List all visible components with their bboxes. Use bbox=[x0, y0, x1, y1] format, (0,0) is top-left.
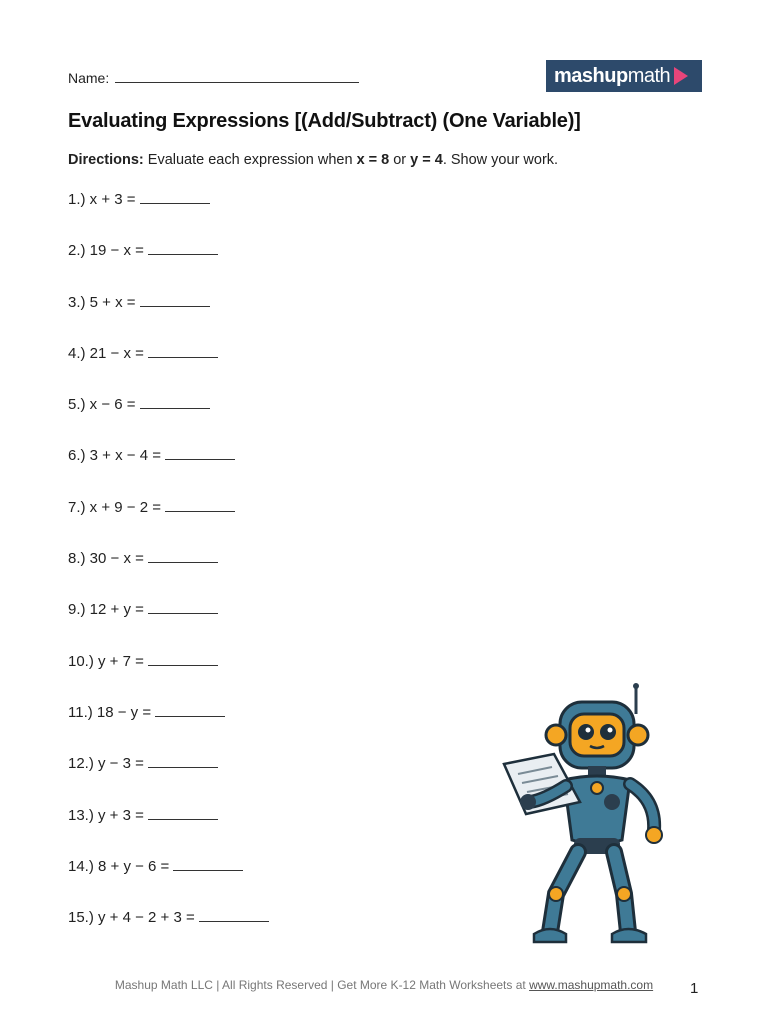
problem-item bbox=[68, 806, 269, 857]
directions-text-1: Evaluate each expression when bbox=[143, 152, 357, 168]
play-icon bbox=[674, 67, 688, 85]
problem-text: 15.) y + 4 − 2 + 3 = bbox=[68, 909, 195, 927]
answer-blank[interactable] bbox=[148, 241, 218, 255]
footer-text: Mashup Math LLC | All Rights Reserved | Get More K-12 Math Worksheets at bbox=[114, 978, 530, 992]
problem-item bbox=[68, 908, 269, 959]
problem-item bbox=[68, 446, 269, 497]
directions-label: Directions: bbox=[68, 152, 144, 168]
problem-item bbox=[68, 241, 269, 292]
problem-item bbox=[68, 754, 269, 805]
problem-item bbox=[68, 600, 269, 651]
answer-blank[interactable] bbox=[148, 600, 218, 614]
robot-illustration bbox=[494, 680, 674, 950]
page-number: 1 bbox=[690, 980, 699, 997]
problem-text: 2.) 19 − x = bbox=[68, 242, 144, 260]
problem-text: 11.) 18 − y = bbox=[68, 703, 152, 721]
answer-blank[interactable] bbox=[148, 549, 218, 563]
directions-text-2: or bbox=[389, 152, 411, 168]
directions-text-3: . Show your work. bbox=[442, 152, 559, 168]
problem-item bbox=[68, 344, 269, 395]
answer-blank[interactable] bbox=[140, 190, 210, 204]
problem-text: 8.) 30 − x = bbox=[68, 550, 144, 568]
problem-text: 10.) y + 7 = bbox=[68, 652, 144, 670]
answer-blank[interactable] bbox=[155, 703, 225, 717]
problem-text: 1.) x + 3 = bbox=[68, 191, 136, 208]
logo-text-mashup: mashup bbox=[554, 64, 628, 87]
mashupmath-logo bbox=[546, 60, 702, 92]
problem-text: 12.) y − 3 = bbox=[68, 755, 144, 773]
problem-item bbox=[68, 703, 269, 754]
problem-item bbox=[68, 498, 269, 549]
name-field bbox=[68, 70, 359, 86]
answer-blank[interactable] bbox=[199, 908, 269, 922]
x-value: x = 8 bbox=[356, 152, 390, 168]
problem-text: 6.) 3 + x − 4 = bbox=[68, 447, 161, 465]
answer-blank[interactable] bbox=[173, 857, 243, 871]
problem-item bbox=[68, 652, 269, 703]
footer-link[interactable]: www.mashupmath.com bbox=[529, 978, 654, 992]
problem-item bbox=[68, 190, 269, 241]
answer-blank[interactable] bbox=[148, 344, 218, 358]
answer-blank[interactable] bbox=[165, 446, 235, 460]
problem-text: 4.) 21 − x = bbox=[68, 344, 144, 362]
footer bbox=[0, 978, 768, 992]
name-label: Name: bbox=[68, 70, 110, 86]
directions bbox=[68, 152, 558, 168]
answer-blank[interactable] bbox=[165, 498, 235, 512]
problem-text: 14.) 8 + y − 6 = bbox=[68, 857, 170, 875]
answer-blank[interactable] bbox=[148, 806, 218, 820]
y-value: y = 4 bbox=[410, 152, 443, 168]
problem-text: 5.) x − 6 = bbox=[68, 396, 136, 414]
worksheet-title: Evaluating Expressions [(Add/Subtract) (One Variable)] bbox=[68, 110, 581, 132]
problem-list bbox=[68, 190, 269, 959]
answer-blank[interactable] bbox=[140, 395, 210, 409]
problem-item bbox=[68, 293, 269, 344]
problem-item bbox=[68, 857, 269, 908]
problem-item bbox=[68, 549, 269, 600]
name-blank[interactable] bbox=[115, 70, 359, 83]
logo-text-math: math bbox=[627, 64, 671, 87]
problem-text: 13.) y + 3 = bbox=[68, 806, 144, 824]
answer-blank[interactable] bbox=[148, 754, 218, 768]
answer-blank[interactable] bbox=[140, 293, 210, 307]
answer-blank[interactable] bbox=[148, 652, 218, 666]
problem-text: 9.) 12 + y = bbox=[68, 601, 144, 619]
problem-text: 3.) 5 + x = bbox=[68, 293, 136, 311]
problem-text: 7.) x + 9 − 2 = bbox=[68, 498, 161, 516]
problem-item bbox=[68, 395, 269, 446]
